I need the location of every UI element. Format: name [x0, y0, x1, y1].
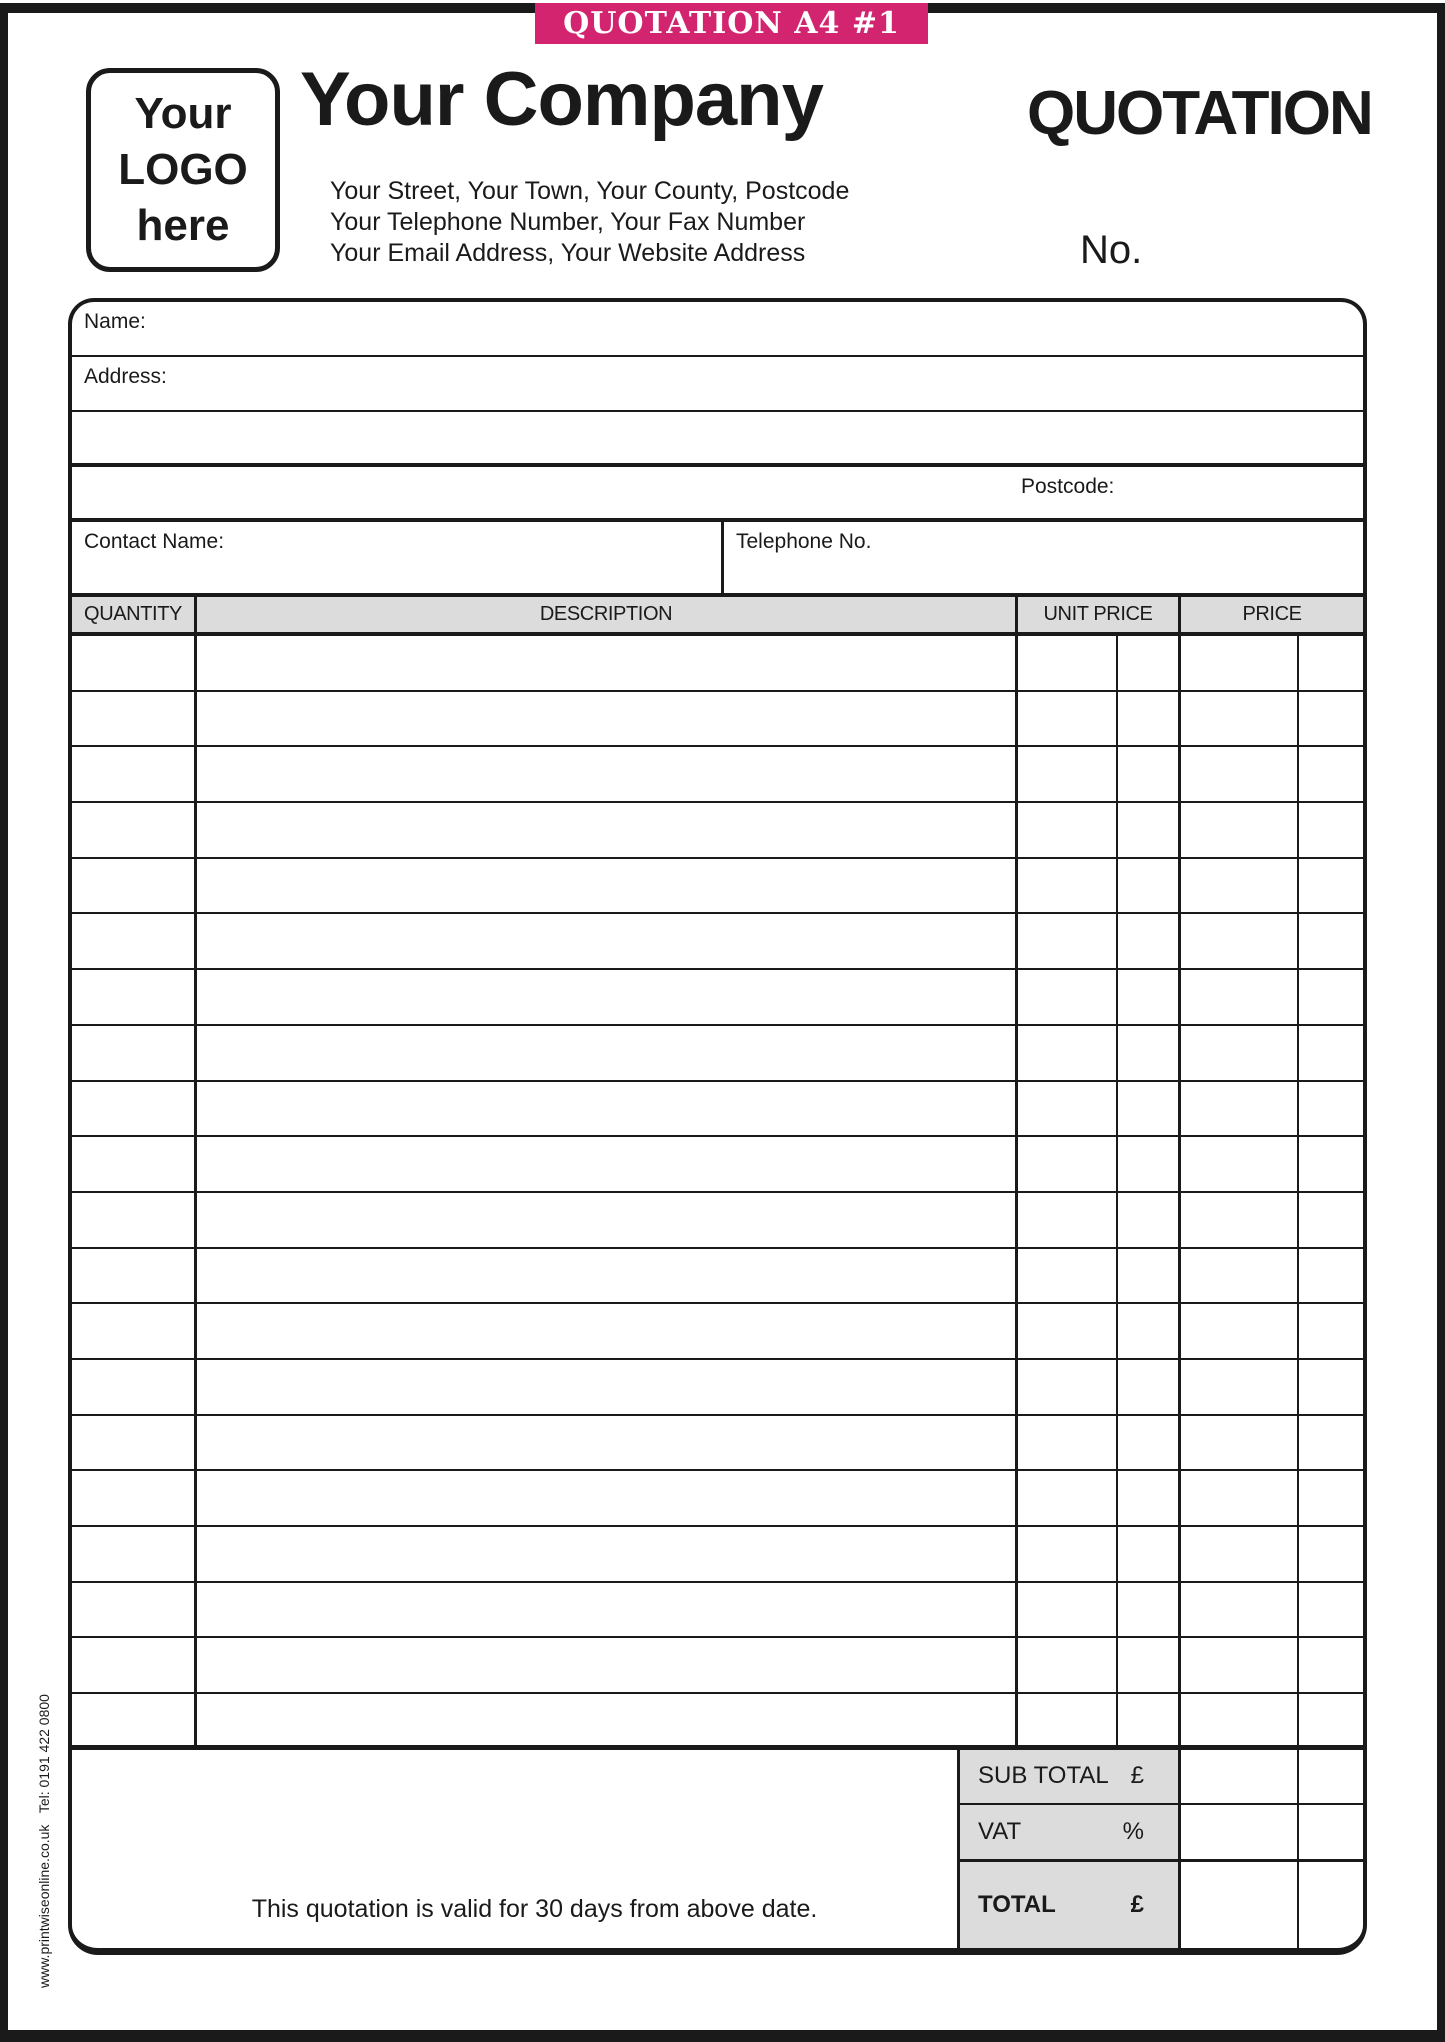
validity-note: This quotation is valid for 30 days from above date.: [251, 1895, 818, 1923]
price-pounds-cell[interactable]: [1181, 803, 1299, 857]
line-item-row: [72, 1360, 1363, 1416]
unit-price-pounds-cell[interactable]: [1018, 1082, 1118, 1136]
unit-price-pence-cell[interactable]: [1118, 1416, 1181, 1470]
line-item-row: [72, 1137, 1363, 1193]
unit-price-pence-cell[interactable]: [1118, 970, 1181, 1024]
quotation-number-label: No.: [1080, 228, 1143, 272]
line-item-row: [72, 1638, 1363, 1694]
logo-line-2: LOGO: [118, 145, 248, 194]
price-pounds-cell[interactable]: [1181, 1304, 1299, 1358]
price-pence-cell[interactable]: [1299, 1137, 1363, 1191]
description-cell[interactable]: [197, 1137, 1018, 1191]
unit-price-pounds-cell[interactable]: [1018, 1471, 1118, 1525]
telephone-cell[interactable]: [724, 522, 1363, 593]
price-pounds-cell[interactable]: [1181, 1416, 1299, 1470]
name-label: Name:: [84, 310, 146, 333]
telephone-label: Telephone No.: [736, 530, 872, 553]
line-item-row: [72, 1026, 1363, 1082]
total-label: TOTAL: [978, 1890, 1056, 1918]
unit-price-pounds-cell[interactable]: [1018, 1249, 1118, 1303]
quantity-cell[interactable]: [72, 1249, 197, 1303]
line-item-row: [72, 914, 1363, 970]
line-item-row: [72, 803, 1363, 859]
postcode-label: Postcode:: [1021, 475, 1115, 498]
vat-pence-cell[interactable]: [1299, 1805, 1363, 1859]
price-pence-cell[interactable]: [1299, 1694, 1363, 1745]
price-pence-cell[interactable]: [1299, 1583, 1363, 1637]
description-cell[interactable]: [197, 1360, 1018, 1414]
percent-symbol: %: [1122, 1817, 1144, 1845]
line-item-row: [72, 1416, 1363, 1472]
quantity-cell[interactable]: [72, 636, 197, 690]
sub-total-label-cell: [960, 1750, 1181, 1803]
unit-price-pence-cell[interactable]: [1118, 636, 1181, 690]
quantity-cell[interactable]: [72, 1416, 197, 1470]
line-items-header-row: [72, 597, 1363, 636]
logo-line-1: Your: [134, 89, 232, 138]
unit-price-pounds-cell[interactable]: [1018, 1304, 1118, 1358]
unit-price-pence-cell[interactable]: [1118, 1082, 1181, 1136]
line-items-body: [72, 636, 1363, 1750]
pound-symbol: £: [1130, 1762, 1144, 1790]
quantity-cell[interactable]: [72, 1082, 197, 1136]
logo-line-3: here: [136, 201, 230, 250]
quotation-form-box: [68, 298, 1367, 1955]
price-pounds-cell[interactable]: [1181, 692, 1299, 746]
total-label-cell: [960, 1862, 1181, 1948]
sub-total-row: [960, 1750, 1363, 1805]
price-pence-cell[interactable]: [1299, 1249, 1363, 1303]
quantity-cell[interactable]: [72, 1304, 197, 1358]
unit-price-pounds-cell[interactable]: [1018, 636, 1118, 690]
price-pence-cell[interactable]: [1299, 1416, 1363, 1470]
validity-note-cell: [72, 1750, 960, 1948]
quantity-cell[interactable]: [72, 1583, 197, 1637]
line-item-row: [72, 1471, 1363, 1527]
price-pence-cell[interactable]: [1299, 636, 1363, 690]
company-address-line-3: Your Email Address, Your Website Address: [330, 239, 806, 267]
line-item-row: [72, 1304, 1363, 1360]
sub-total-label: SUB TOTAL: [978, 1762, 1109, 1790]
description-cell[interactable]: [197, 1082, 1018, 1136]
description-cell[interactable]: [197, 1416, 1018, 1470]
contact-name-cell[interactable]: [72, 522, 724, 593]
line-item-row: [72, 692, 1363, 748]
unit-price-pence-cell[interactable]: [1118, 692, 1181, 746]
contact-row: [72, 522, 1363, 597]
total-row: [960, 1862, 1363, 1948]
company-address-line-2: Your Telephone Number, Your Fax Number: [330, 208, 806, 236]
description-cell[interactable]: [197, 1527, 1018, 1581]
page-border-right: [1437, 3, 1445, 2042]
unit-price-column-header: UNIT PRICE: [1018, 597, 1181, 632]
quantity-cell[interactable]: [72, 1694, 197, 1745]
printer-credit: www.printwiseonline.co.uk Tel: 0191 422 0800: [36, 1694, 52, 1988]
sub-total-pounds-cell[interactable]: [1181, 1750, 1299, 1803]
price-pence-cell[interactable]: [1299, 1527, 1363, 1581]
quantity-cell[interactable]: [72, 859, 197, 913]
quantity-cell[interactable]: [72, 1360, 197, 1414]
unit-price-pence-cell[interactable]: [1118, 747, 1181, 801]
price-pence-cell[interactable]: [1299, 1082, 1363, 1136]
line-item-row: [72, 1694, 1363, 1750]
price-pounds-cell[interactable]: [1181, 1193, 1299, 1247]
quantity-cell[interactable]: [72, 914, 197, 968]
unit-price-pence-cell[interactable]: [1118, 1471, 1181, 1525]
price-pence-cell[interactable]: [1299, 1304, 1363, 1358]
unit-price-pence-cell[interactable]: [1118, 1694, 1181, 1745]
price-pence-cell[interactable]: [1299, 1193, 1363, 1247]
customer-name-row[interactable]: [72, 302, 1363, 357]
quantity-cell[interactable]: [72, 970, 197, 1024]
price-pence-cell[interactable]: [1299, 859, 1363, 913]
line-item-row: [72, 1082, 1363, 1138]
unit-price-pounds-cell[interactable]: [1018, 1527, 1118, 1581]
price-pence-cell[interactable]: [1299, 914, 1363, 968]
unit-price-pounds-cell[interactable]: [1018, 1694, 1118, 1745]
price-pence-cell[interactable]: [1299, 970, 1363, 1024]
description-cell[interactable]: [197, 636, 1018, 690]
description-cell[interactable]: [197, 1638, 1018, 1692]
price-pence-cell[interactable]: [1299, 1638, 1363, 1692]
totals-section: [72, 1750, 1363, 1948]
unit-price-pence-cell[interactable]: [1118, 1137, 1181, 1191]
price-pounds-cell[interactable]: [1181, 1694, 1299, 1745]
line-item-row: [72, 1193, 1363, 1249]
unit-price-pounds-cell[interactable]: [1018, 1137, 1118, 1191]
description-cell[interactable]: [197, 859, 1018, 913]
description-column-header: DESCRIPTION: [197, 597, 1018, 632]
price-pounds-cell[interactable]: [1181, 914, 1299, 968]
unit-price-pounds-cell[interactable]: [1018, 803, 1118, 857]
vat-pounds-cell[interactable]: [1181, 1805, 1299, 1859]
unit-price-pounds-cell[interactable]: [1018, 1193, 1118, 1247]
unit-price-pounds-cell[interactable]: [1018, 692, 1118, 746]
price-pounds-cell[interactable]: [1181, 1471, 1299, 1525]
description-cell[interactable]: [197, 914, 1018, 968]
pound-symbol: £: [1130, 1890, 1144, 1918]
price-pounds-cell[interactable]: [1181, 1082, 1299, 1136]
line-item-row: [72, 859, 1363, 915]
unit-price-pence-cell[interactable]: [1118, 859, 1181, 913]
quantity-cell[interactable]: [72, 803, 197, 857]
line-item-row: [72, 1249, 1363, 1305]
price-pounds-cell[interactable]: [1181, 1137, 1299, 1191]
address-label: Address:: [84, 365, 167, 388]
unit-price-pence-cell[interactable]: [1118, 1249, 1181, 1303]
unit-price-pounds-cell[interactable]: [1018, 1638, 1118, 1692]
description-cell[interactable]: [197, 803, 1018, 857]
customer-postcode-row[interactable]: [72, 467, 1363, 522]
vat-label-cell: [960, 1805, 1181, 1859]
quantity-cell[interactable]: [72, 1638, 197, 1692]
price-column-header: PRICE: [1242, 603, 1302, 625]
company-address-line-1: Your Street, Your Town, Your County, Postcode: [330, 177, 850, 205]
quantity-column-header: QUANTITY: [72, 597, 197, 632]
unit-price-pounds-cell[interactable]: [1018, 1026, 1118, 1080]
price-pounds-cell[interactable]: [1181, 1360, 1299, 1414]
unit-price-pounds-cell[interactable]: [1018, 914, 1118, 968]
price-pence-cell[interactable]: [1299, 803, 1363, 857]
description-cell[interactable]: [197, 1694, 1018, 1745]
unit-price-pence-cell[interactable]: [1118, 1193, 1181, 1247]
line-item-row: [72, 1527, 1363, 1583]
description-cell[interactable]: [197, 692, 1018, 746]
description-cell[interactable]: [197, 1193, 1018, 1247]
unit-price-pence-cell[interactable]: [1118, 1360, 1181, 1414]
price-pounds-cell[interactable]: [1181, 1249, 1299, 1303]
line-item-row: [72, 1583, 1363, 1639]
unit-price-pence-cell[interactable]: [1118, 1583, 1181, 1637]
line-item-row: [72, 636, 1363, 692]
totals-grid: [960, 1750, 1363, 1948]
unit-price-pence-cell[interactable]: [1118, 1304, 1181, 1358]
unit-price-pounds-cell[interactable]: [1018, 970, 1118, 1024]
vat-label: VAT: [978, 1817, 1022, 1845]
price-pounds-cell[interactable]: [1181, 1638, 1299, 1692]
page-border-bottom: [0, 2030, 1445, 2042]
description-cell[interactable]: [197, 1249, 1018, 1303]
line-item-row: [72, 747, 1363, 803]
quantity-cell[interactable]: [72, 692, 197, 746]
unit-price-pence-cell[interactable]: [1118, 1026, 1181, 1080]
price-pence-cell[interactable]: [1299, 1360, 1363, 1414]
price-pence-cell[interactable]: [1299, 692, 1363, 746]
quantity-cell[interactable]: [72, 1471, 197, 1525]
unit-price-pounds-cell[interactable]: [1018, 1416, 1118, 1470]
price-pounds-cell[interactable]: [1181, 1527, 1299, 1581]
unit-price-pence-cell[interactable]: [1118, 1638, 1181, 1692]
unit-price-pounds-cell[interactable]: [1018, 747, 1118, 801]
quantity-cell[interactable]: [72, 1137, 197, 1191]
sub-total-pence-cell[interactable]: [1299, 1750, 1363, 1803]
total-pence-cell[interactable]: [1299, 1862, 1363, 1948]
vat-row: [960, 1805, 1363, 1862]
page-border-left: [0, 3, 8, 2042]
price-pounds-cell[interactable]: [1181, 1583, 1299, 1637]
unit-price-pence-cell[interactable]: [1118, 803, 1181, 857]
price-pence-cell[interactable]: [1299, 1026, 1363, 1080]
price-pounds-cell[interactable]: [1181, 970, 1299, 1024]
price-pounds-cell[interactable]: [1181, 747, 1299, 801]
price-pounds-cell[interactable]: [1181, 1026, 1299, 1080]
unit-price-pounds-cell[interactable]: [1018, 859, 1118, 913]
price-pence-cell[interactable]: [1299, 747, 1363, 801]
description-cell[interactable]: [197, 1583, 1018, 1637]
customer-address-row[interactable]: [72, 357, 1363, 412]
product-banner: QUOTATION A4 #1: [535, 3, 928, 44]
line-item-row: [72, 970, 1363, 1026]
quantity-cell[interactable]: [72, 1193, 197, 1247]
company-address-block: [330, 176, 849, 269]
description-cell[interactable]: [197, 1026, 1018, 1080]
price-pounds-cell[interactable]: [1181, 636, 1299, 690]
logo-placeholder: [86, 68, 280, 272]
document-title: QUOTATION: [1027, 79, 1372, 148]
unit-price-pounds-cell[interactable]: [1018, 1360, 1118, 1414]
description-cell[interactable]: [197, 747, 1018, 801]
quantity-cell[interactable]: [72, 1026, 197, 1080]
total-pounds-cell[interactable]: [1181, 1862, 1299, 1948]
customer-address-extra-row[interactable]: [72, 412, 1363, 467]
unit-price-pence-cell[interactable]: [1118, 914, 1181, 968]
unit-price-pence-cell[interactable]: [1118, 1527, 1181, 1581]
description-cell[interactable]: [197, 1304, 1018, 1358]
price-pence-cell[interactable]: [1299, 1471, 1363, 1525]
description-cell[interactable]: [197, 1471, 1018, 1525]
contact-name-label: Contact Name:: [84, 530, 225, 553]
unit-price-pounds-cell[interactable]: [1018, 1583, 1118, 1637]
price-pounds-cell[interactable]: [1181, 859, 1299, 913]
quantity-cell[interactable]: [72, 747, 197, 801]
quantity-cell[interactable]: [72, 1527, 197, 1581]
description-cell[interactable]: [197, 970, 1018, 1024]
company-name: Your Company: [300, 57, 823, 142]
